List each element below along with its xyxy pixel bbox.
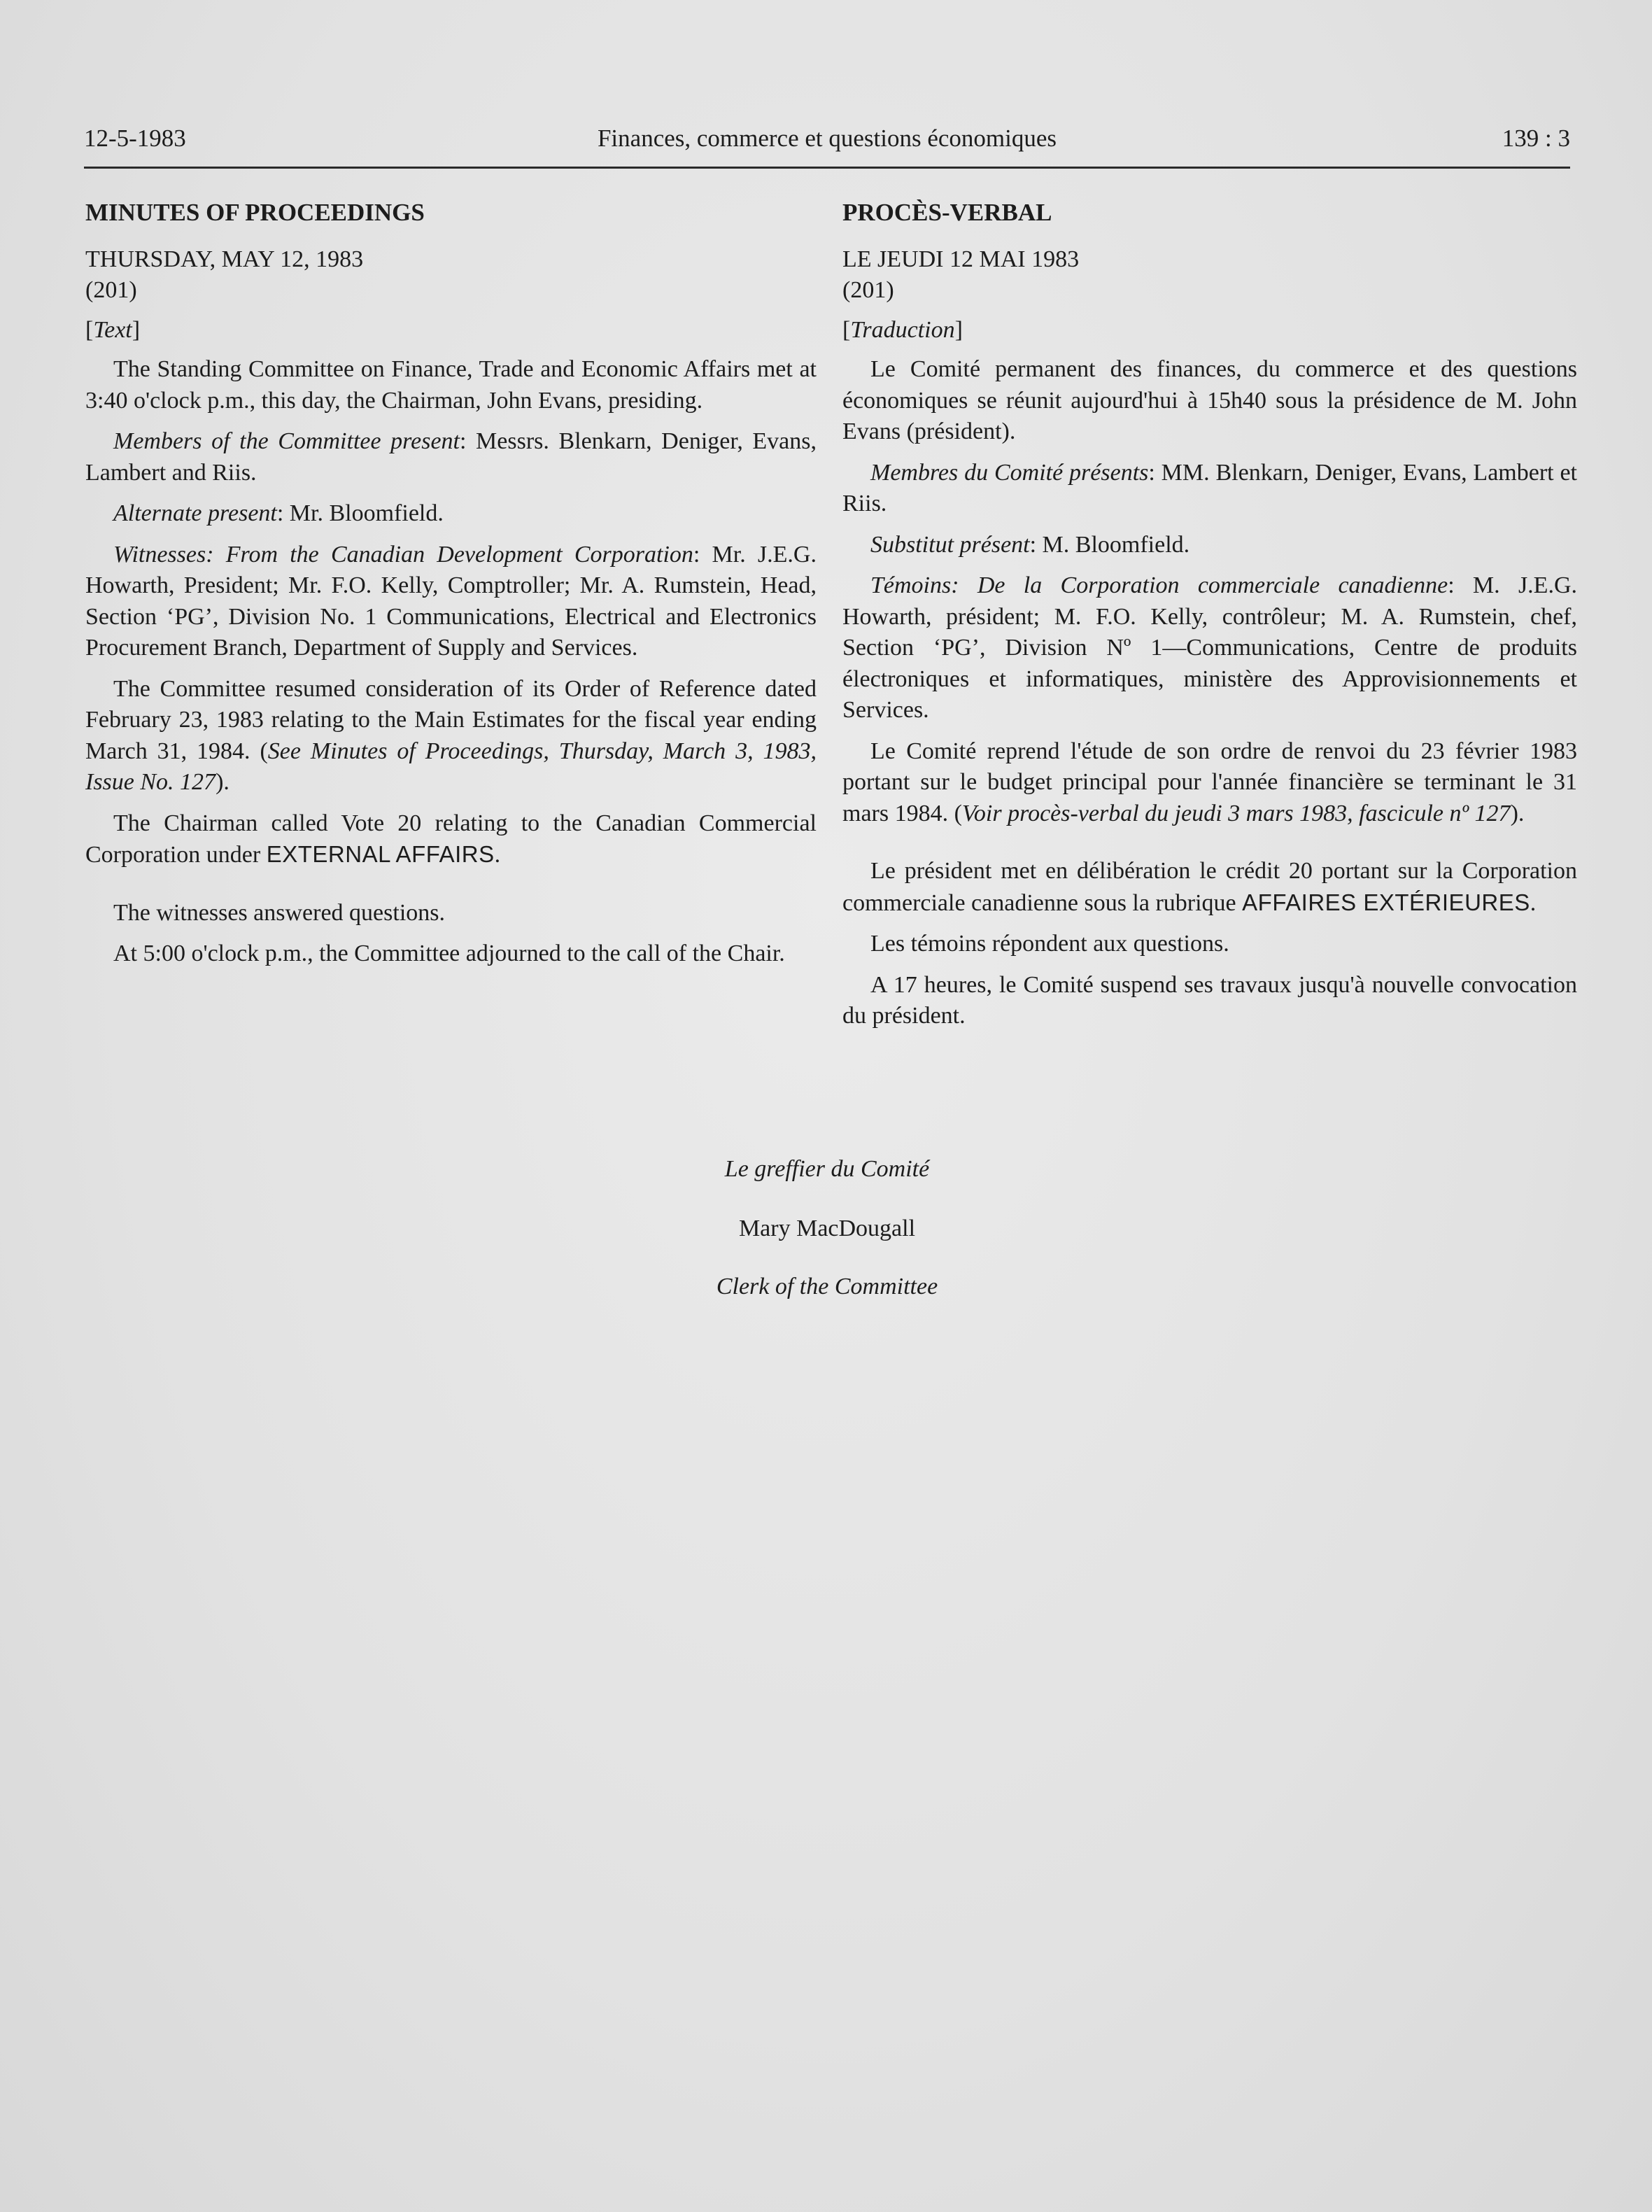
french-resumed-paragraph: Le Comité reprend l'étude de son ordre de renvoi du 23 février 1983 portant sur le budget principal pour l'année financière se terminant le 31 mars 1984. (Voir procès-verbal du jeudi 3 mars 1983, fascicule nº 127). bbox=[842, 738, 1577, 826]
french-date: LE JEUDI 12 MAI 1983 bbox=[842, 246, 1080, 272]
english-vote-paragraph: The Chairman called Vote 20 relating to the Canadian Commercial Corporation under EXTERNAL AFFAIRS. bbox=[85, 810, 817, 868]
signature-title-english: Clerk of the Committee bbox=[716, 1274, 938, 1299]
english-heading: MINUTES OF PROCEEDINGS bbox=[85, 199, 425, 226]
english-resumed-paragraph: The Committee resumed consideration of its Order of Reference dated February 23, 1983 relating to the Main Estimates for the fiscal year ending March 31, 1984. (See Minutes of Proceedings, Thursday, March 3, 1983, Issue No. 127). bbox=[85, 675, 817, 795]
french-adjourn-paragraph: A 17 heures, le Comité suspend ses travaux jusqu'à nouvelle convocation du président. bbox=[842, 971, 1577, 1029]
signature-title-french: Le greffier du Comité bbox=[724, 1156, 930, 1182]
english-opening-paragraph: The Standing Committee on Finance, Trade and Economic Affairs met at 3:40 o'clock p.m., this day, the Chairman, John Evans, presiding. bbox=[85, 356, 817, 414]
header-rule bbox=[84, 167, 1570, 169]
english-alternate-paragraph: Alternate present: Mr. Bloomfield. bbox=[113, 500, 444, 526]
english-language-marker: [Text] bbox=[85, 316, 141, 343]
french-witnesses-answered: Les témoins répondent aux questions. bbox=[870, 931, 1229, 957]
page-header bbox=[84, 125, 1570, 167]
header-date: 12-5-1983 bbox=[84, 125, 186, 152]
french-vote-paragraph: Le président met en délibération le crédit 20 portant sur la Corporation commerciale canadienne sous la rubrique AFFAIRES EXTÉRIEURES. bbox=[842, 858, 1577, 916]
english-date: THURSDAY, MAY 12, 1983 bbox=[85, 246, 364, 272]
english-witnesses-answered: The witnesses answered questions. bbox=[113, 899, 446, 926]
french-alternate-paragraph: Substitut présent: M. Bloomfield. bbox=[870, 531, 1190, 558]
english-adjourn-paragraph: At 5:00 o'clock p.m., the Committee adjourned to the call of the Chair. bbox=[113, 941, 785, 966]
signature-name: Mary MacDougall bbox=[738, 1216, 916, 1241]
french-opening-paragraph: Le Comité permanent des finances, du commerce et des questions économiques se réunit aujourd'hui à 15h40 sous la présidence de M. John Evans (président). bbox=[842, 356, 1577, 444]
english-number: (201) bbox=[85, 277, 137, 303]
french-members-paragraph: Membres du Comité présents: MM. Blenkarn, Deniger, Evans, Lambert et Riis. bbox=[842, 459, 1577, 516]
english-column bbox=[85, 197, 817, 980]
english-members-paragraph: Members of the Committee present: Messrs. Blenkarn, Deniger, Evans, Lambert and Riis. bbox=[85, 428, 817, 486]
header-page-number: 139 : 3 bbox=[1502, 125, 1570, 152]
french-language-marker: [Traduction] bbox=[842, 316, 963, 343]
french-witnesses-paragraph: Témoins: De la Corporation commerciale canadienne: M. J.E.G. Howarth, président; M. F.O. Kelly, contrôleur; M. A. Rumstein, chef, Section ‘PG’, Division Nº 1—Communications, Centre de produits électroniques et informatiques, ministère des Approvisionnements et Services. bbox=[842, 572, 1577, 723]
header-title: Finances, commerce et questions économiques bbox=[597, 125, 1057, 152]
english-witnesses-paragraph: Witnesses: From the Canadian Development Corporation: Mr. J.E.G. Howarth, President; Mr. F.O. Kelly, Comptroller; Mr. A. Rumstein, Head, Section ‘PG’, Division No. 1 Communications, Electrical and Electronics Procurement Branch, Department of Supply and Services. bbox=[85, 541, 817, 661]
french-column bbox=[842, 197, 1577, 1042]
french-heading: PROCÈS-VERBAL bbox=[842, 199, 1052, 226]
french-number: (201) bbox=[842, 277, 894, 303]
